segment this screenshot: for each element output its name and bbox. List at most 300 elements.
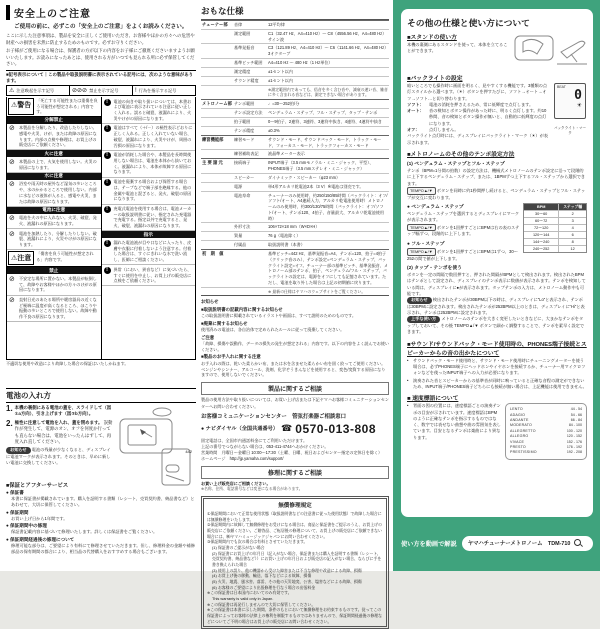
tempo-button-chip: TEMPO▲/▼ (407, 224, 436, 232)
step-table-step: 6 (558, 232, 586, 238)
warning-item-text: 電池を加熱したり、分解したりしない。破裂、液漏れにより、火災やけがの原因になります。 (19, 230, 97, 248)
other-usage-title: その他の仕様と使い方について (407, 18, 530, 28)
spec-value: サウンド・モード、サウンドバック・モード、トラック・モード、フォーカス・モード、トラックフォーカス・モード (268, 136, 382, 148)
spec-row (201, 149, 389, 158)
spec-row (201, 58, 389, 67)
warning-table (6, 97, 196, 360)
warning-entry (7, 274, 101, 295)
video-guide-label: 使い方を動画で解説 (401, 540, 457, 548)
symbols-heading: ■記号表示について｜この製品や取扱説明書に表示されている記号には、次のような意味があります。 (6, 70, 196, 84)
spec-row (201, 231, 389, 240)
free-repair-line (207, 607, 383, 624)
contact-lead: 製品の使用方法や取り扱いについては、お買い上げ店または下記ヤマハお客様コミュニケーションセンターへお問い合わせください。 (201, 397, 389, 409)
spec-section-label (201, 86, 233, 99)
tempo-button-chip: TEMPO▲/▼ (407, 248, 436, 256)
tempo-term-range: 84 - 100 (568, 423, 582, 428)
bullet-dot: • (407, 377, 409, 383)
tempo-term-name: VIVACE (510, 439, 525, 444)
warning-entry (102, 205, 196, 232)
backlight-mode-name: オフ： (407, 127, 420, 133)
bullet-dot: • (407, 357, 409, 363)
tempo-term-range: 152 - 176 (566, 439, 582, 444)
spec-row (201, 76, 389, 85)
spec-row (201, 117, 389, 126)
stand-device-art (513, 32, 587, 70)
free-repair-line-text: ※この保証書は本書に示した期間、条件のもとにおいて無償修理をお約束するものです。従ってこの保証書によってお客様の法律上の権利を制限するものではありませんので、保証期間経過後の修理などについてご不明の場合はお買上げの販売店にお問い合わせください。 (207, 607, 382, 624)
warning-item-icon: ⊘ (9, 158, 15, 166)
backlight-intro: 暗いところでも操作時に画面を明るく、見やすくする機能です。3種類の点灯スタイルから選べます。（☀）ボタンを押すたびに、ソフト→オート→オフ→ソフト…と切り替わります。 (407, 83, 548, 101)
spec-value: チューナーのみ使用時、約250/150/85時間（バックライト：オフ/ソフト/オート、A4連続入力、アルカリ乾電池使用時）メトロノームのみ使用時、約300/130/75時間（バックライト：オフ/ソフト/オート、テンポ120、4拍子、音量最大、アルカリ乾電池使用時） (268, 192, 388, 221)
spec-row (201, 99, 389, 108)
spec-label: 質量 (234, 233, 243, 239)
tempo-term-range: 44 - 54 (570, 407, 582, 412)
warning-item-icon: ! (104, 240, 112, 263)
notice-heading-1: ■取扱説明書の記載内容に関するお知らせ (201, 306, 283, 312)
tap-tempo-note (407, 297, 587, 316)
legend-item (70, 86, 133, 95)
backlight-mode-row (407, 108, 550, 127)
tempo-term-range: 192 - 208 (566, 450, 582, 455)
warning-entry (7, 214, 101, 229)
spec-value: ※ 最新の仕様はヤマハのウェブサイトをご覧ください。 (268, 288, 366, 294)
warning-item-text: 浴室や雨天時の屋外など湿気の多いところや、水のかかるところで使用しない。内部に水などの液体が入ると、感電や火災、または故障の原因になります。 (19, 181, 97, 204)
battery-section (6, 388, 196, 479)
step-table-row (524, 231, 586, 238)
warning-item-icon: ⊘ (9, 230, 15, 238)
tap-tempo-note-text: 検出されたテンポが30BPM以下の時は、ディスプレイに“Lo”と表示され、テンポは30BPMに設定されます。検出されたテンポが252BPM以上のときは、ディスプレイに“Hi”と表示され、テンポは252BPMに設定されます。 (407, 297, 585, 316)
spec-value: INPUT端子（3.5 mmモノラル・ミニ・ジャック、平型）、PHONES端子（3.5 mmステレオ・ミニ・ジャック） (268, 160, 374, 171)
warning-item-text: 禁止 (49, 267, 59, 273)
notice-heading-2: ■廃棄に関するお知らせ (201, 320, 248, 326)
sound-mode-bullet-2 (407, 378, 587, 391)
warning-entry (7, 173, 101, 180)
tempo-term-name: MODERATO (510, 423, 533, 428)
spec-label: 練習モード (234, 136, 255, 142)
stand-body: 本機の裏側にあるスタンドを使って、本体を立てることができます。 (407, 42, 508, 54)
step-table-row (524, 210, 586, 217)
footer-bar (401, 528, 593, 558)
spec-section-label: 初 期 値 (202, 251, 224, 257)
tempo-terms-heading: ■ 速度標語について (407, 396, 459, 403)
backlight-mode-desc: 電池の消耗を押さえるため、常に低輝度で点灯します。 (429, 101, 534, 107)
free-repair-line-text: ②保証期間内に故障して無償修理をお受けになる場合は、商品と保証書をご提示のうえ、お買上げの販売店にご依頼ください。ご贈答品、ご転居後の修理について、お買上げの販売店にご依頼できない場合には、㈱ヤマハミュージックジャパンにお問い合わせください。 (207, 522, 382, 539)
spec-value: 取扱説明書（本書） (268, 242, 305, 248)
stand-heading: ■スタンドの使い方 (407, 35, 457, 41)
after-service-item (6, 537, 196, 555)
notice-body-4: お手入れの際は、乾いた柔らかい布、または水を含ませた柔らかい布を固く絞ってご使用ください。ベンジンやシンナー、アルコール、洗剤、化学ぞうきんなどを使用すると、変色/変質する原因になりますので、使用しないでください。 (201, 360, 386, 378)
spec-value: ♩=30～252拍/分 (268, 100, 300, 106)
tempo-term-name: ALLEGRETTO (510, 428, 536, 433)
spec-value: ±1セント以内 (268, 68, 293, 74)
warning-item-icon: ⊘ (9, 215, 15, 223)
spec-section-label (201, 232, 233, 240)
step-table-bpm: 240～252 (532, 246, 550, 251)
spec-row (201, 249, 389, 286)
safety-title: 安全上のご注意 (6, 5, 196, 20)
legend-label: 行為を指示する記号 (138, 87, 177, 93)
spec-row (201, 135, 389, 149)
warning-item-text: 不安定な場所に置かない。本製品が転倒して、故障やお客様やほかの方々のけがの原因になります。 (19, 275, 97, 293)
tempo-terms-panel (505, 403, 587, 460)
spec-value: 0～9拍子、2連符、3連符、3連符中抜き、4連符、4連符中抜き (268, 118, 383, 124)
step-table-step: 2 (558, 211, 586, 217)
warning-item-icon: ! (104, 152, 112, 175)
specs-column (201, 5, 389, 624)
warning-column-left (7, 97, 102, 359)
spec-value: A4=410 Hz ～ 480 Hz（1 Hz単位） (268, 59, 333, 65)
free-repair-line (207, 522, 383, 539)
spec-section-label: 主 要 諸 元 (202, 160, 223, 166)
spec-label: サウンド精度 (234, 77, 259, 83)
legend-icon: ⊘⊘⊘ (72, 88, 88, 95)
spec-label: 付属品 (234, 242, 247, 248)
warning-entry (102, 178, 196, 205)
alert-label: ⚠注意 (8, 251, 34, 265)
spec-section-label (201, 59, 233, 67)
spec-label: テンポ精度 (234, 127, 255, 133)
note-badge: お知らせ (6, 447, 31, 454)
contact-homepage: ホームページ http://jp.yamaha.com/support/ (201, 456, 284, 462)
step-table-bpm: 72～120 (533, 225, 549, 230)
warning-entry (102, 124, 196, 151)
warning-item-icon: ⊘ (9, 125, 15, 133)
notice-heading-4: ■製品のお手入れに関する注意 (201, 354, 261, 360)
tempo-term-name: LENTO (510, 407, 523, 412)
phone-icon: ☎ (281, 423, 293, 434)
free-repair-line (207, 511, 383, 522)
warning-item-text: 電池を火の中に入れない。火災、破裂、発火、液漏れの原因になります。 (19, 215, 97, 226)
free-repair-line-text: (5) 火災、地震、風水害、落雷、その他の天災地変、公害、塩害などによる故障、損傷 (212, 578, 362, 584)
display-beat-label: BEAT (557, 85, 566, 89)
spec-row (201, 287, 389, 295)
warning-item-icon: ⊘ (9, 275, 15, 283)
step-table-row (524, 238, 586, 245)
sound-mode-heading: ■サウンド/サウンドバック・モード使用時の、PHONES端子接続とスピーカーからの音の出かたについて (407, 341, 587, 357)
step-table-step: 8 (558, 239, 586, 245)
warning-item-text: 「傷害を負う可能性が想定される」内容です。 (36, 251, 94, 262)
tempo-button-chip: TEMPO▲/▼ (407, 187, 436, 195)
tap-tempo-tip-text: メトロノームのテンポを大きく変更したいときなどに、大まかなテンポをタップしておいて、その後 TEMPO▲/▼ ボタンで細かく調整することで、テンポを素早く設定できます。 (407, 316, 585, 335)
tempo-p1: テンポ（BPM=1分間の拍数）の設定方法は、機械式メトロノームのテンポ設定に沿って段階的に上下するペンデュラム・ステップ、または、1BPMずつ上下するフル・ステップから選択できます。 (407, 167, 586, 186)
warning-item-text: 本製品を分解したり、改造したりしない。感電や火災、けが、または故障の原因になります。内部の点検や修理は、お買上げの販売店にご依頼ください。 (19, 125, 97, 148)
spec-label: 練習補助表記 (234, 151, 259, 157)
battery-note: 電池の残量が少なくなると、ディスプレイに電池マークが表示されます。そのときは、早めに新しい電池に交換してください。 (6, 447, 111, 466)
warning-item-text: 異常（におい、異音など）に気づいたら、すぐに使用を中止し、お買上げの販売店に点検をご依頼ください。 (113, 266, 192, 284)
warning-item-icon: ! (104, 179, 112, 202)
notices-section (201, 299, 389, 378)
legend-icon: ⚠ (9, 88, 15, 95)
warning-item-text: 充電式電池を使用する場合は、電池メーカーの取扱説明書に従い、指定された充電器で充電する。指定以外で充電すると、発火、破裂、液漏れの原因になります。 (113, 206, 192, 229)
safety-section (6, 5, 196, 383)
battery-step-2-sub: 誤動作が発生して、電源のオン、オフを何度か行っても直らない場合は、電池をいったんはずして、再度入れ直してください。 (14, 419, 113, 444)
after-service-item (6, 523, 196, 535)
spec-section-label (201, 174, 233, 182)
spec-row (201, 43, 389, 57)
legend-icon: ! (135, 87, 137, 94)
after-service-item (6, 490, 196, 508)
stand-illustration (513, 32, 587, 70)
warranty-after-service (6, 481, 196, 567)
warning-entry (7, 117, 101, 124)
spec-label: 電池寿命 (234, 192, 251, 198)
specs-title: おもな仕様 (201, 6, 244, 16)
spec-label: 接続端子 (234, 160, 251, 166)
free-repair-line-text: ①保証期間において正常な使用状態（取扱説明書などの注意書に従った使用状態）で故障した場合には無償修理をいたします。 (207, 511, 382, 522)
warning-item-icon: ! (104, 206, 112, 229)
spec-section-label (201, 183, 233, 191)
spec-section-label: 練習機能部 (202, 136, 224, 142)
spec-section-label (201, 44, 233, 57)
after-service-item-body: 本書に保証書が掲載されています。購入を証明する書類（レシート、売買契約書、納品書など）とあわせて、大切に保管してください。 (11, 496, 195, 508)
warning-item-text: 漏れた電池液が目や口などに入ったり、皮膚や衣服に付着しないよう注意する。付着した場合は、すぐにきれいな水で洗い流し、医師にご相談ください。 (113, 239, 192, 263)
spec-label: 電源 (234, 183, 243, 189)
spec-value: 76 g（電池除く） (268, 233, 301, 239)
tempo-term-range: 66 - 84 (570, 418, 582, 422)
tempo-terms-bullet (407, 403, 501, 441)
warning-item-text: 電池はすべて（＋/－）の極性表示どおりに正しく入れる。正しく入れていない場合、破裂、液漏れにより、火災やけが、周囲の汚損の原因になります。 (113, 125, 193, 148)
step-table-row (524, 224, 586, 231)
warning-entry (102, 238, 196, 265)
navi-dial-label: ● ナビダイヤル（全国共通番号） (201, 426, 279, 433)
step-table-row (524, 217, 586, 224)
free-repair-line-text: (1) 保証書のご提示がない場合 (212, 545, 265, 550)
warning-item-text: 「死亡する可能性または重傷を負う可能性が想定される」内容です。 (36, 98, 98, 115)
battery-step-1: 本機の裏側にある電池の蓋を、スライドして（図①a方向）、引き上げます（図②b方向）。 (14, 405, 112, 417)
spec-row (201, 222, 389, 231)
sound-mode-bullet-1-text: サウンドバック・モード使用時と、サウンド・モード使用時にチューニングメーターを使う場合は、必ずPHONES端子にヘッドホンやイヤホンを接続するか、チューナー用マイクロフォンなどを使ったINPUT端子への入力が必要になります。 (413, 357, 586, 376)
backlight-mode-name: オート： (407, 108, 424, 114)
battery-title: 電池の入れ方 (6, 389, 196, 403)
spec-row (201, 126, 389, 135)
warning-item-icon: ⊘ (9, 297, 15, 305)
free-repair-line-text: This warranty is valid only in Japan. (212, 595, 274, 601)
tempo-methods-heading: ■メトロノームのその他のテンポ設定方法 (407, 151, 515, 158)
spec-label: 外形寸法 (234, 224, 251, 230)
tempo-term-range: 54 - 66 (570, 412, 582, 417)
warning-item-text: 火に注意 (44, 150, 63, 156)
spec-section-label (201, 68, 233, 76)
step-table-bpm: 144～240 (532, 239, 550, 244)
search-query-text: ヤマハチューナーメトロノーム TDM-710 (467, 541, 571, 547)
step-number: 2. (6, 418, 13, 428)
step-table-header-step: ステップ幅 (558, 204, 586, 210)
spec-label (233, 250, 267, 286)
warning-item-text: 指示 (143, 231, 153, 237)
tempo-term-name: PRESTO (510, 444, 526, 449)
pendulum-p1: ペンデュラム・ステップを選択するとディスプレイにマークが表示されます。 (407, 211, 520, 223)
note-badge: お知らせ (407, 297, 432, 304)
after-service-item-body: 保証書記載内容に基づいて修理いたします。詳しくは保証書をご覧ください。 (11, 529, 158, 535)
warning-entry (7, 267, 101, 274)
spec-row (201, 182, 389, 191)
pendulum-step-table (523, 203, 587, 253)
battery-step-2-main: 極性に注意して電池を入れ、蓋を閉めます。 (14, 419, 103, 425)
warning-item-icon: ! (104, 125, 112, 148)
step-table-row (524, 245, 586, 252)
backlight-note: バックライト点灯時には、ディスプレイにバックライト・マーク（☀）が表示されます。 (407, 133, 548, 145)
spec-label (233, 86, 267, 99)
safety-intro-2: お子様がご使用になる場合は、保護者の方が以下の内容をお子様にご徹底くださいますようお願いいたします。お読みになったあとは、使用される方がいつでも見られる所に必ず保管してください。 (6, 48, 195, 67)
warning-entry (7, 124, 101, 151)
warning-entry (7, 97, 101, 117)
safety-footnote: 不適切な使用や改造により故障した場合の保証はいたしかねます。 (6, 361, 129, 367)
contact-center-line: お客様コミュニケーションセンター 管弦打楽器ご相談窓口 (201, 413, 347, 420)
safety-subtitle: ご使用の前に、必ずこの「安全上のご注意」をよくお読みください。 (14, 24, 188, 30)
spec-value: 液晶準メーター表示 (268, 151, 305, 157)
other-usage-card (401, 9, 593, 517)
warning-column-right (102, 97, 196, 359)
spec-value: ±1セント以内 (268, 77, 293, 83)
magnifier-icon (574, 539, 582, 547)
step-table-step: 4 (558, 225, 586, 231)
repair-box-title: 修理に関するご相談 (201, 466, 389, 479)
backlight-heading: ■バックライトの設定 (407, 76, 463, 82)
spec-value: 基準ピッチ=442 Hz、基準発振音=A4、テンポ=120、拍子=4拍子（クリック音のみ）、テンポ設定=ペンデュラム・ステップ、バックライト設定=オフ。チューナー部の基準ピッチ、基準発振音、メトロノーム部のテンポ、拍子、ペンデュラム/フル・ステップ、バックライトの設定は、電源をオフにしても記憶されています。ただし、電池を取り外した場合は上記の初期値に戻ります。 (268, 251, 388, 285)
spec-row (201, 158, 389, 172)
warning-item-icon: ! (104, 99, 112, 122)
spec-value: C1（32.47 Hz、A4=410 Hz）～ C8（4556.56 Hz、A4=480 Hz）サイン波 (268, 31, 387, 42)
spec-row (201, 67, 389, 76)
spec-value: ※測定範囲内であっても、倍音を多く含む音や、減衰の速い音、雑音に多く含まれる音などは、測定できない場合があります。 (268, 86, 388, 98)
spec-section-label (201, 192, 233, 223)
notices-title: お知らせ (201, 299, 219, 305)
warning-entry (7, 296, 101, 323)
warning-entry (102, 231, 196, 238)
product-contact-box-title: 製品に関するご相談 (201, 382, 389, 395)
warning-item-icon: ⊘ (9, 181, 15, 189)
step-table-bpm: 60～72 (535, 218, 548, 223)
spec-table (201, 19, 389, 296)
spec-section-label: メトロノーム部 (202, 100, 232, 106)
sound-mode-bullet-2-text: 演奏された音とスピーカーからの基準音が同時に鳴っていると正確な音程の測定ができないため、INPUT端子/PHONES端子どちらにも接続が無い場合は、上記機能は使用できません。 (413, 377, 587, 389)
spec-section-label (201, 109, 233, 117)
warning-entry (7, 180, 101, 207)
spec-row (201, 240, 389, 249)
notice-body-3: 「故障、損傷や誤動作、データの損失の発生が想定される」内容です。以下の内容をよく読んでお使いください。 (201, 340, 389, 352)
warning-item-text: 電池に注意 (42, 207, 66, 213)
after-service-item-body: 修理可能な部分は、ご要望により有料にて修理させていただきます。但し、修理料金の金額や補修部品の保有期間の都合により、相当品の代替購入をおすすめする場合もございます。 (11, 542, 195, 554)
spec-section-label (201, 118, 233, 126)
spec-row (201, 108, 389, 117)
spec-section-label (201, 30, 233, 43)
free-repair-line-text: (3) 使用上の誤り、他の機器から受けた障害または不当な修理や改造による故障、損傷 (212, 567, 362, 573)
notice-body-2: 使用済みの電池は、各自治体で定められたルールに従って廃棄してください。 (201, 327, 345, 333)
spec-section-label (201, 150, 233, 158)
spec-value: ペンデュラム・ステップ、フル・ステップ、タップ・テンポ (268, 109, 378, 115)
tap-tempo-tip (407, 316, 587, 335)
backlight-illustration (553, 83, 587, 136)
warning-entry (7, 207, 101, 214)
tempo-term-name: ALLEGRO (510, 434, 529, 439)
free-repair-title: 無償修理規定 (278, 503, 312, 510)
warning-entry (7, 250, 101, 267)
spec-row (201, 20, 389, 29)
spec-label: スピーカー (234, 174, 255, 180)
spec-row (201, 191, 389, 223)
spec-label: 基準発振音 (234, 45, 255, 51)
free-repair-line-text: ※この保証書は再発行しませんので大切に保管してください。 (207, 601, 316, 607)
spec-section-label (201, 127, 233, 135)
free-repair-line-text: (2) 保証書にお買上げの年月日（記入がない場合、保証書または購入を証明する書類（レシート、売買契約書、納品書など））にお買い上げの年月日および販売店の記入がない場合、ならびに手を書き換えられた場合 (212, 550, 382, 567)
tap-tempo-body: ボタンを一定の間隔で数回押すと、押された間隔がBPMとして検出されます。検出されたBPMはテンポとして設定され、ディスプレイのテンポ表示に数値が表示されます。テンポを検知している間は、ディスプレイに●が表示されます。タップテンポの入力は、メトロノーム動作中も可能です。 (407, 271, 586, 296)
step-table-bpm: 120～144 (532, 232, 550, 237)
safety-intro-1: ここに示した注意事項は、製品を安全に正しくご使用いただき、お客様やほかの方々への危害や財産への損害を未然に防止するためのものです。必ずお守りください。 (6, 33, 195, 45)
step-table-step: 12 (558, 246, 586, 252)
warning-item-text: 直射日光のあたる場所や暖房器具の近くなど極端に温度が高くなるところ、ほこりや振動の多いところで使用しない。故障や動作不良の原因になります。 (19, 297, 97, 320)
battery-device-art (118, 405, 194, 489)
spec-value: ダイナミック・スピーカー（φ23 mm） (268, 174, 341, 180)
pendulum-step-title: ● ペンデュラム・ステップ (407, 205, 464, 211)
after-service-item-body: お買い上げ日から1年間です。 (11, 515, 68, 521)
warning-item-text: 電池の向きや取り扱いについては、本書および電池に表示されている注意に従い正しく入れる。誤ると破裂、液漏れにより、火災やけがの原因になります。 (113, 98, 192, 121)
backlight-mark-icon: ☀ (576, 103, 582, 109)
spec-label: テンポ範囲 (234, 100, 255, 106)
legend-label: 禁止を示す記号 (89, 87, 119, 93)
spec-section-label (201, 288, 233, 295)
spec-value: C3（121.89 Hz、A4=410 Hz）～ C6（1141.66 Hz、A4=480 Hz）3オクターブ (268, 45, 387, 57)
notice-body-1: この取扱説明書に掲載されているイラストや画面は、すべて説明のためのものです。 (201, 313, 357, 319)
spec-row (201, 173, 389, 182)
tempo-term-name: ANDANTE (510, 418, 529, 422)
free-repair-line-text: ③保証期間内でも次の場合は有料とさせていただきます。 (207, 539, 308, 545)
free-repair-line-text: ※この保証書は日本国内においてのみ有効です。 (207, 590, 292, 596)
spec-label: 拍子範囲 (234, 118, 251, 124)
tempo-term-name: ADAGIO (510, 412, 526, 417)
battery-step-2 (15, 420, 114, 446)
spec-section-label (201, 241, 233, 249)
after-service-title: ■保証とアフターサービス (6, 483, 69, 489)
spec-label: テンポ設定方法 (234, 109, 263, 115)
backlight-mode-name: ソフト： (407, 101, 424, 107)
warning-item-text: 水に注意 (44, 173, 63, 179)
phone-number: 0570-013-808 (295, 421, 376, 436)
warning-item-icon: ! (104, 267, 112, 284)
spec-label: 測定精度 (234, 68, 251, 74)
spec-row (201, 85, 389, 99)
tap-tempo-title: (2) タップ・テンポを使う (407, 265, 462, 271)
repair-line-1: お買い上げ販売店にご相談ください。 (201, 481, 271, 487)
warning-entry (7, 150, 101, 157)
contact-note-2: 上記の番号でつながらない場合は、053-411-4744へおかけください。 (201, 443, 329, 449)
warning-item-text: 電池が消耗した場合や、本製品を長時間使用しない場合は、電池を本体から抜いておく。液漏れにより、本体が故障する原因になります。 (113, 152, 192, 175)
contact-hours: 営業時間 月曜日～金曜日 10:00～17:30（土曜、日曜、祝日およびセンター指定の定休日を除く） (201, 449, 383, 455)
spec-value: 単4形アルカリ乾電池2本（3 V）※電池は別売です。 (268, 183, 364, 189)
after-service-item-heading: ● 保証期間経過後の修理について (6, 536, 75, 542)
after-service-item (6, 510, 196, 522)
spec-section-label: チューナー部 (202, 22, 228, 27)
spec-section-label (201, 223, 233, 231)
tempo-term-range: 120 - 152 (566, 434, 582, 439)
step-table-step: 3 (558, 218, 586, 224)
free-repair-line (212, 551, 383, 568)
warning-entry (7, 229, 101, 250)
after-service-item-heading: ● 保証期間中の修理 (6, 523, 47, 529)
symbol-legend (6, 85, 196, 96)
tip-badge: 上手な使い方 (407, 316, 440, 323)
spec-label (233, 288, 267, 295)
tempo-p2-text: ボタンを同時に約1秒間押し続けると、ペンデュラム・ステップとフル・ステップが交互に変わります。 (407, 187, 586, 200)
tempo-term-range: 176 - 192 (566, 444, 582, 449)
legend-item (133, 86, 195, 95)
repair-line-2: ※名称、住所、電話番号などは変更になる場合があります。 (201, 487, 303, 492)
tempo-term-name: PRESTISSIMO (510, 450, 537, 455)
warning-entry (102, 97, 196, 124)
backlight-mode-desc: 音の検知とボタン操作があった時に、明るく点灯します。約10秒間、音の検知とボタン操作が無いと、自動的に低輝度の点灯になります。 (429, 108, 547, 126)
tempo-p2 (407, 187, 587, 201)
free-repair-line-text: (6) お客様のご要望により出張修理を行なう場合の出張料金 (212, 584, 316, 590)
spec-value: 106×72×18 mm（W×D×H） (268, 224, 320, 230)
backlight-mark-caption: バックライト・マーク (553, 126, 587, 135)
